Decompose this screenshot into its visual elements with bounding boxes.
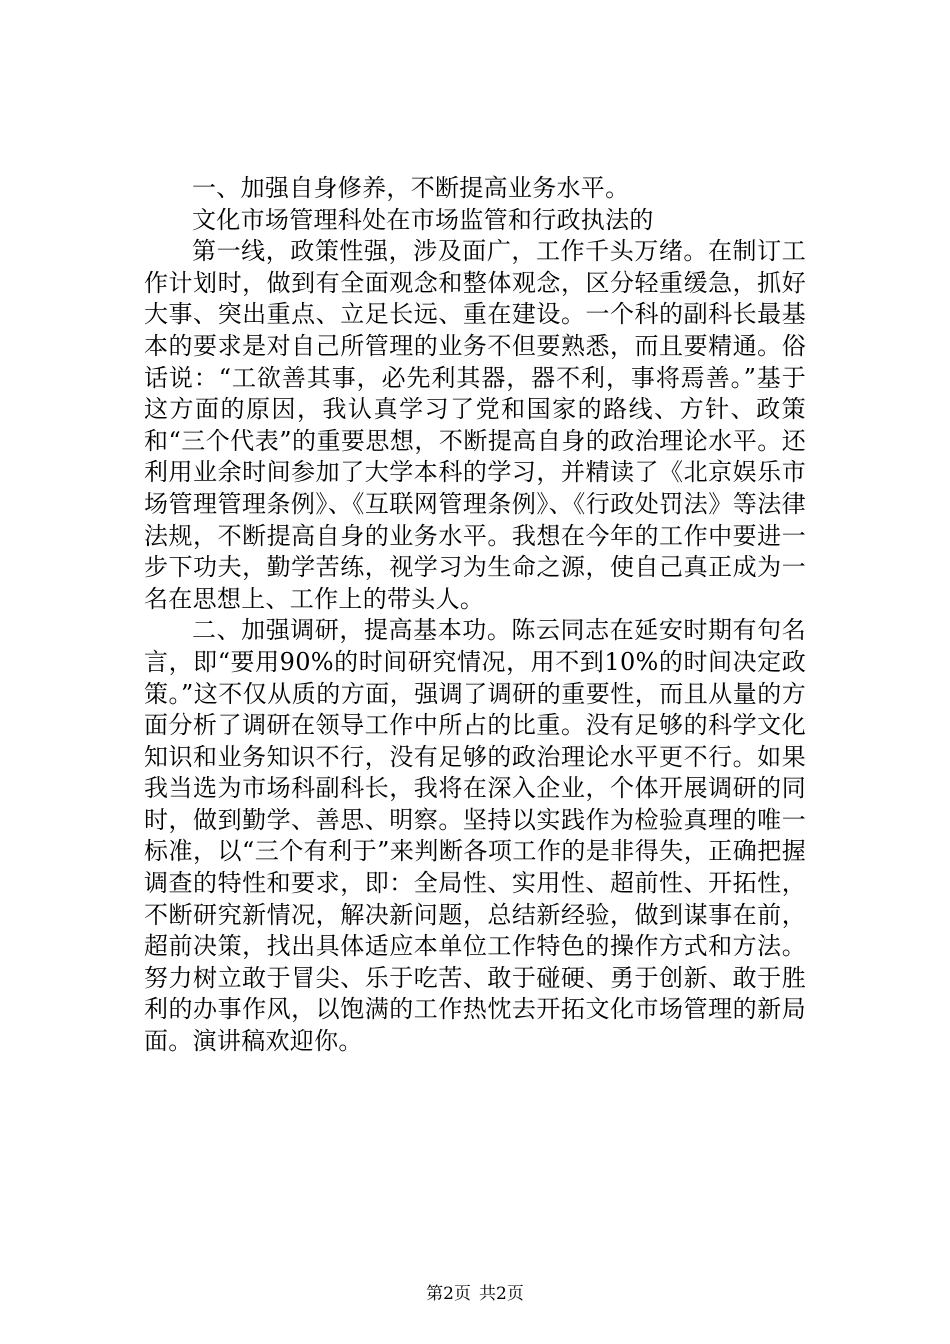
document-body [144,173,806,1058]
page-footer [0,1283,950,1305]
page-number: 第2页 [426,1284,471,1304]
section-heading-1: 一、加强自身修养，不断提高业务水平。 [192,174,630,202]
page-total: 共2页 [479,1284,524,1304]
paragraph-self-cultivation: 第一线，政策性强，涉及面广，工作千头万绪。在制订工作计划时，做到有全面观念和整体观念，区分轻重缓急，抓好大事、突出重点、立足长远、重在建设。一个科的副科长最基本的要求是对自己所管理的业务不但要熟悉，而且要精通。俗话说：“工欲善其事，必先利其器，器不利，事将焉善。”基于这方面的原因，我认真学习了党和国家的路线、方针、政策和“三个代表”的重要思想，不断提高自身的政治理论水平。还利用业余时间参加了大学本科的学习，并精读了《北京娱乐市场管理管理条例》、《互联网管理条例》、《行政处罚法》等法律法规，不断提高自身的业务水平。我想在今年的工作中要进一步下功夫，勤学苦练，视学习为生命之源，使自己真正成为一名在思想上、工作上的带头人。 [144,237,806,613]
paragraph-intro-line: 文化市场管理科处在市场监管和行政执法的 [192,205,654,234]
paragraph-research: 二、加强调研，提高基本功。陈云同志在延安时期有句名言，即“要用90%的时间研究情况，用不到10%的时间决定政策。”这不仅从质的方面，强调了调研的重要性，而且从量的方面分析了调研在领导工作中所占的比重。没有足够的科学文化知识和业务知识不行，没有足够的政治理论水平更不行。如果我当选为市场科副科长，我将在深入企业，个体开展调研的同时，做到勤学、善思、明察。坚持以实践作为检验真理的唯一标准，以“三个有利于”来判断各项工作的是非得失，正确把握调查的特性和要求，即：全局性、实用性、超前性、开拓性，不断研究新情况，解决新问题，总结新经验，做到谋事在前，超前决策，找出具体适应本单位工作特色的操作方式和方法。努力树立敢于冒尖、乐于吃苦、敢于碰硬、勇于创新、敢于胜利的办事作风，以饱满的工作热忱去开拓文化市场管理的新局面。演讲稿欢迎你。 [144,616,806,1056]
